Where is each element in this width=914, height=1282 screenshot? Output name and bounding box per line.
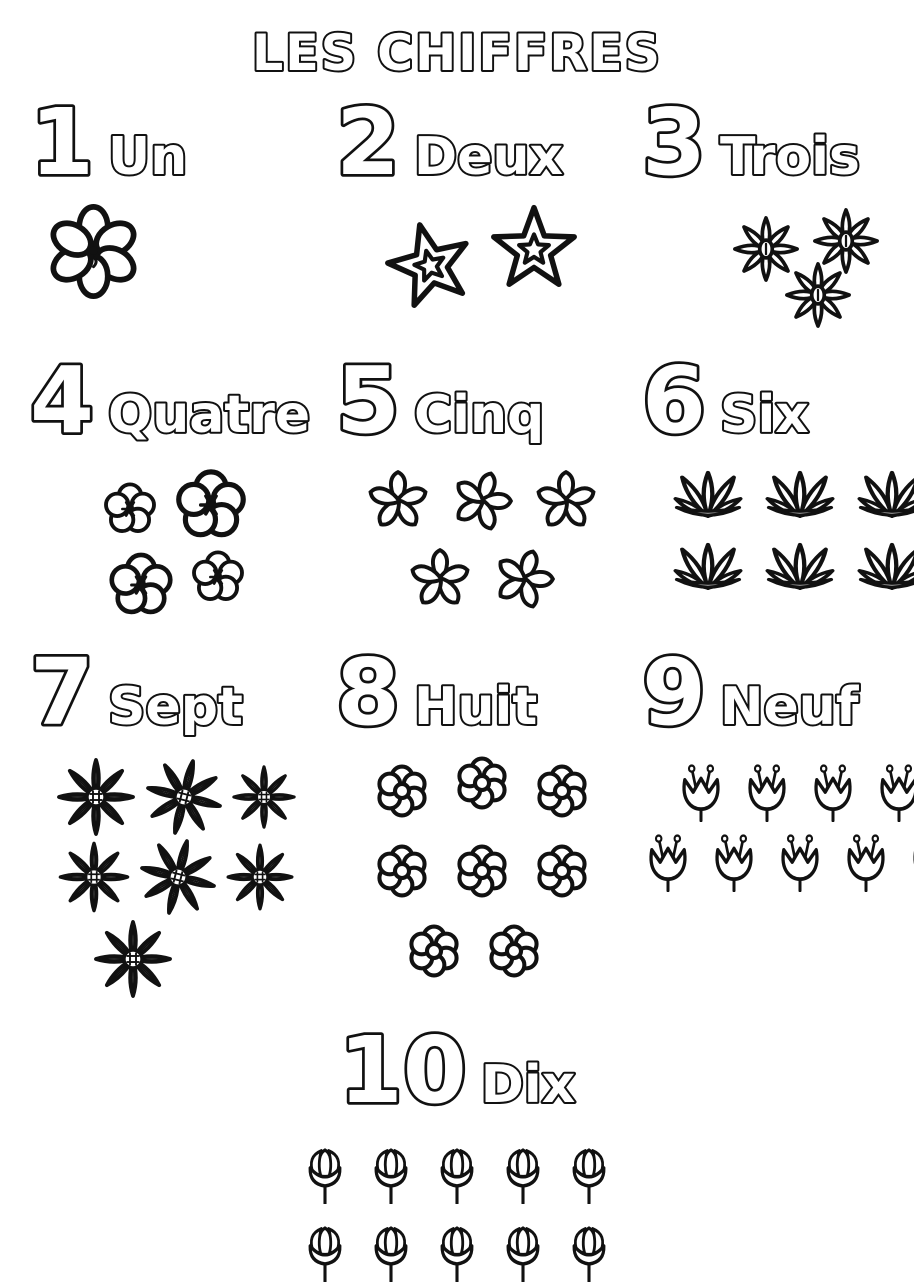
tulip-flower-icon (869, 754, 914, 822)
rose-flower-icon (558, 1210, 620, 1282)
number-section-8 (332, 639, 632, 1002)
sections-grid (0, 89, 914, 1002)
rose-flower-icon (294, 1132, 356, 1204)
lotus-flower-icon (849, 462, 914, 528)
section-header (638, 639, 914, 748)
flower-row (638, 462, 914, 528)
blossom-flower-icon (98, 477, 162, 541)
number-numeral: 1 (30, 89, 95, 196)
tulip-flower-icon (770, 824, 830, 892)
page-title (157, 8, 757, 92)
section-header (26, 89, 326, 198)
flower-group (294, 1132, 620, 1282)
flower-group (638, 204, 914, 332)
number-word: Un (108, 127, 188, 187)
section-title-text (339, 1017, 576, 1124)
number-numeral: 6 (642, 347, 707, 454)
section-title-text (642, 639, 860, 746)
flower-row (26, 546, 326, 624)
number-word: Sept (108, 677, 243, 737)
section-title-1 (26, 89, 326, 198)
edelweiss-flower-icon (229, 762, 299, 832)
number-word: Quatre (108, 385, 311, 445)
section-title-10 (307, 1017, 607, 1126)
section-header (26, 347, 326, 456)
flower-group (26, 754, 326, 1002)
daisy-round-flower-icon (477, 914, 551, 988)
plumeria-flower-icon (527, 462, 605, 540)
flower-row (332, 462, 632, 540)
number-word: Neuf (720, 677, 859, 737)
flower-row (638, 754, 914, 822)
rose-flower-icon (492, 1210, 554, 1282)
number-numeral: 2 (336, 89, 401, 196)
flower-row (294, 1132, 620, 1204)
section-title-9 (638, 639, 914, 748)
poinsettia-flower-icon (781, 258, 855, 332)
number-numeral: 3 (642, 89, 707, 196)
number-numeral: 5 (336, 347, 401, 454)
rose-flower-icon (426, 1210, 488, 1282)
section-title-3 (638, 89, 914, 198)
number-section-4 (26, 347, 326, 624)
flower-row (294, 1210, 620, 1282)
number-section-5 (332, 347, 632, 624)
flower-group (332, 754, 632, 988)
section-header (638, 347, 914, 456)
lotus-flower-icon (757, 462, 843, 528)
edelweiss-flower-icon (55, 838, 133, 916)
bottom-section-row (0, 1017, 914, 1282)
rose-flower-icon (492, 1132, 554, 1204)
section-header (294, 1017, 620, 1126)
flower-group (638, 462, 914, 600)
section-title-text (30, 89, 187, 196)
flower-row (332, 540, 632, 618)
flower-row (26, 916, 326, 1002)
page-header (0, 0, 914, 92)
flower-group (26, 462, 326, 624)
flower-group (26, 204, 326, 299)
number-word: Dix (480, 1055, 576, 1115)
rose-flower-icon (360, 1132, 422, 1204)
plumeria-flower-icon (401, 540, 479, 618)
rose-flower-icon (426, 1132, 488, 1204)
blossom-flower-icon (102, 546, 180, 624)
flower-group (638, 754, 914, 892)
edelweiss-flower-icon (90, 916, 176, 1002)
section-header (332, 89, 632, 198)
section-title-5 (332, 347, 632, 456)
daisy-round-flower-icon (365, 754, 439, 828)
section-title-6 (638, 347, 914, 456)
number-section-3 (638, 89, 914, 332)
section-title-text (336, 639, 537, 746)
flower-row (638, 534, 914, 600)
section-title-2 (332, 89, 632, 198)
daisy-round-flower-icon (525, 834, 599, 908)
number-numeral: 7 (30, 639, 95, 746)
section-header (638, 89, 914, 198)
daisy-round-flower-icon (397, 914, 471, 988)
tulip-flower-icon (671, 754, 731, 822)
star-flower-icon (488, 204, 580, 296)
edelweiss-flower-icon (53, 754, 139, 840)
number-section-1 (26, 89, 326, 332)
section-title-text (336, 347, 544, 454)
number-word: Trois (720, 127, 860, 187)
flower-row (26, 462, 326, 548)
number-section-7 (26, 639, 326, 1002)
page-title-text: LES CHIFFRES (252, 24, 662, 82)
tulip-flower-icon (803, 754, 863, 822)
section-title-text (642, 89, 860, 196)
number-numeral: 4 (30, 347, 95, 454)
plumeria-flower-icon (359, 462, 437, 540)
flower-row (324, 914, 624, 988)
section-title-4 (26, 347, 326, 456)
section-title-text (30, 639, 243, 746)
edelweiss-flower-icon (223, 840, 297, 914)
lotus-flower-icon (849, 534, 914, 600)
flower-group (332, 462, 632, 618)
section-title-7 (26, 639, 326, 748)
section-title-8 (332, 639, 632, 748)
lotus-flower-icon (665, 534, 751, 600)
blossom-flower-icon (168, 462, 254, 548)
number-section-6 (638, 347, 914, 624)
flower-row (638, 824, 914, 892)
daisy-round-flower-icon (365, 834, 439, 908)
number-section-10 (294, 1017, 620, 1282)
flower-row (332, 754, 632, 828)
tulip-flower-icon (638, 824, 698, 892)
section-header (332, 639, 632, 748)
flower-row (656, 258, 914, 332)
lotus-flower-icon (757, 534, 843, 600)
number-word: Six (720, 385, 809, 445)
flower-row (26, 834, 326, 920)
number-word: Huit (414, 677, 538, 737)
tulip-flower-icon (737, 754, 797, 822)
tulip-flower-icon (902, 824, 914, 892)
number-word: Deux (414, 127, 564, 187)
rose-flower-icon (294, 1210, 356, 1282)
number-word: Cinq (414, 385, 545, 445)
flower-row (332, 834, 632, 908)
flower-group (332, 204, 632, 296)
rose-flower-icon (558, 1132, 620, 1204)
lotus-flower-icon (665, 462, 751, 528)
blossom-flower-icon (186, 545, 250, 609)
flower-row (46, 204, 141, 299)
tulip-flower-icon (704, 824, 764, 892)
rose-flower-icon (360, 1210, 422, 1282)
flower-row (332, 204, 632, 296)
number-section-2 (332, 89, 632, 332)
daisy-round-flower-icon (445, 834, 519, 908)
section-header (26, 639, 326, 748)
number-section-9 (638, 639, 914, 1002)
star-flower-icon (374, 210, 486, 322)
number-numeral: 8 (336, 639, 401, 746)
flower-row (26, 754, 326, 840)
number-numeral: 10 (338, 1017, 467, 1124)
tulip-flower-icon (836, 824, 896, 892)
section-header (332, 347, 632, 456)
section-title-text (336, 89, 563, 196)
section-title-text (30, 347, 310, 454)
daisy-round-flower-icon (445, 746, 519, 820)
number-numeral: 9 (642, 639, 707, 746)
section-title-text (642, 347, 809, 454)
daisy-round-flower-icon (525, 754, 599, 828)
daisy-flower-icon (46, 204, 141, 299)
